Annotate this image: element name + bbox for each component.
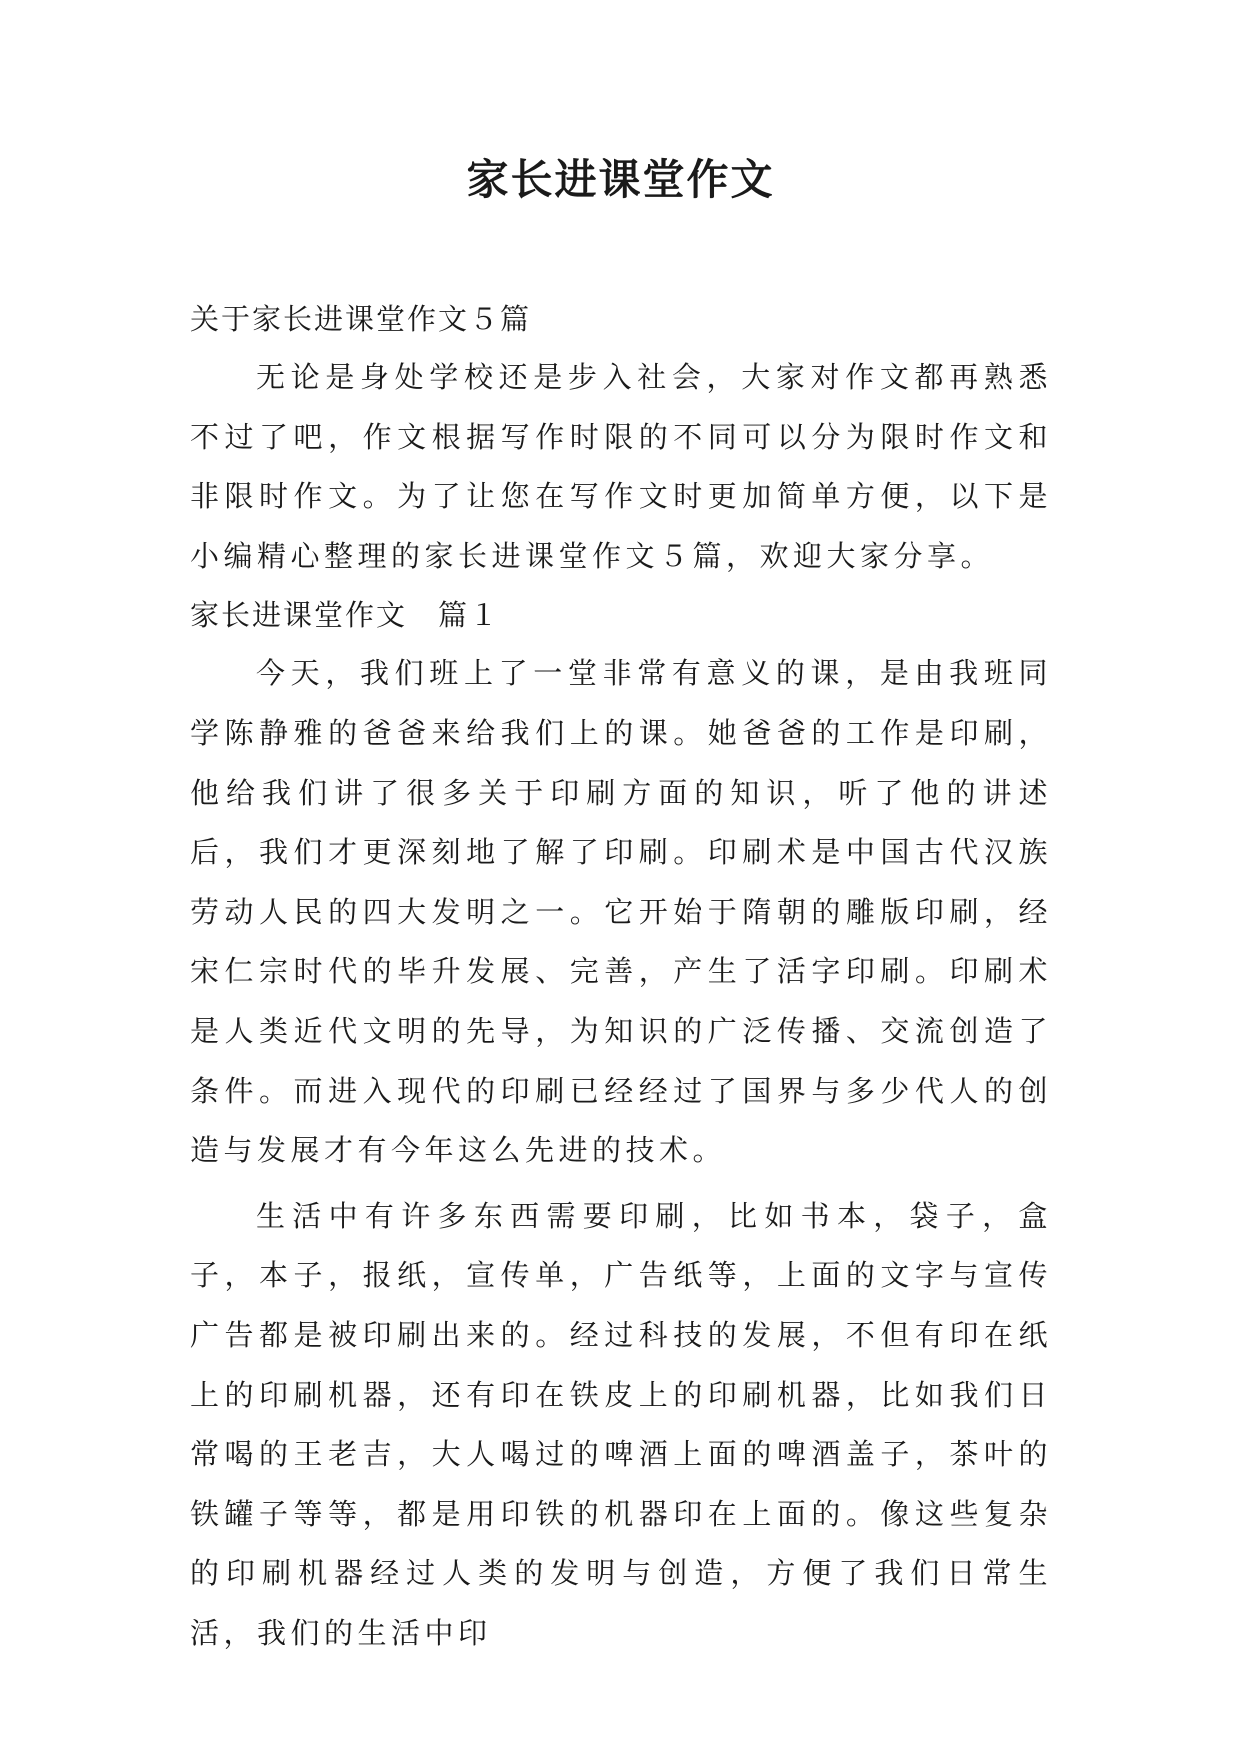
document-body — [190, 290, 1052, 1663]
body-paragraph-2: 生活中有许多东西需要印刷，比如书本，袋子，盒子，本子，报纸，宣传单，广告纸等，上面的文字与宣传广告都是被印刷出来的。经过科技的发展，不但有印在纸上的印刷机器，还有印在铁皮上的印刷机器，比如我们日常喝的王老吉，大人喝过的啤酒上面的啤酒盖子，茶叶的铁罐子等等，都是用印铁的机器印在上面的。像这些复杂的印刷机器经过人类的发明与创造，方便了我们日常生活，我们的生活中印 — [190, 1198, 1052, 1650]
document-title: 家长进课堂作文 — [466, 155, 775, 204]
body-paragraph-1: 今天，我们班上了一堂非常有意义的课，是由我班同学陈静雅的爸爸来给我们上的课。她爸爸的工作是印刷，他给我们讲了很多关于印刷方面的知识，听了他的讲述后，我们才更深刻地了解了印刷。印刷术是中国古代汉族劳动人民的四大发明之一。它开始于隋朝的雕版印刷，经宋仁宗时代的毕升发展、完善，产生了活字印刷。印刷术是人类近代文明的先导，为知识的广泛传播、交流创造了条件。而进入现代的印刷已经经过了国界与多少代人的创造与发展才有今年这么先进的技术。 — [190, 656, 1052, 1168]
intro-heading: 关于家长进课堂作文５篇 — [190, 302, 532, 336]
section-heading: 家长进课堂作文 篇１ — [190, 598, 501, 633]
intro-paragraph: 无论是身处学校还是步入社会，大家对作文都再熟悉不过了吧，作文根据写作时限的不同可以分为限时作文和非限时作文。为了让您在写作文时更加简单方便，以下是小编精心整理的家长进课堂作文５篇，欢迎大家分享。 — [190, 360, 1052, 573]
